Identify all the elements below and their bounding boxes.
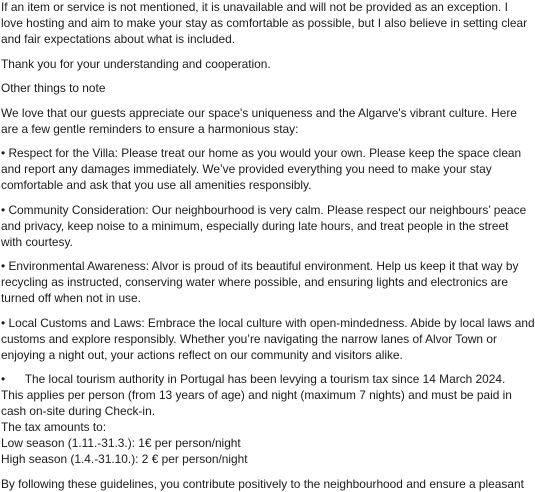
bullet-line: recycling as instructed, conserving water where possible, and ensuring lights and electronics are [1, 275, 508, 289]
bullet-local-customs [1, 315, 535, 363]
tax-line: High season (1.4.-31.10.): 2 € per person/night [1, 452, 248, 466]
bullet-line: • Community Consideration: Our neighbourhood is very calm. Please respect our neighbours’ peace [1, 202, 527, 217]
intro-line: and fair expectations about what is included. [1, 32, 235, 46]
closing-paragraph [1, 476, 524, 492]
bullet-line: • Environmental Awareness: Alvor is proud of its beautiful environment. Help us keep it that way by [1, 259, 519, 273]
bullet-community-consideration [1, 202, 527, 250]
intro-paragraph [1, 0, 528, 47]
intro-line: If an item or service is not mentioned, it is unavailable and will not be provided as an exception. I [1, 0, 508, 14]
bullet-line: • Local Customs and Laws: Embrace the local culture with open-mindedness. Abide by local laws and [1, 315, 535, 330]
bullet-line: with courtesy. [1, 234, 73, 249]
bullet-respect-villa [1, 145, 522, 193]
other-things-heading [1, 80, 449, 96]
bullet-line: and privacy, keep noise to a minimum, especially during late hours, and treat people in the street [1, 218, 509, 233]
bullet-line: turned off when not in use. [1, 291, 141, 305]
bullet-line: enjoying a night out, your actions reflect on our community and visitors alike. [1, 347, 403, 362]
tax-line: • The local tourism authority in Portugal has been levying a tourism tax since 14 March 2024. [1, 372, 506, 386]
tourism-tax-paragraph [1, 371, 512, 467]
bullet-environmental-awareness [1, 258, 519, 306]
tax-line: This applies per person (from 13 years of age) and night (maximum 7 nights) and must be paid in [1, 388, 512, 402]
welcome-paragraph [1, 105, 517, 137]
bullet-line: comfortable and ask that you use all amenities responsibly. [1, 178, 312, 192]
bullet-line: and report any damages immediately. We’ve provided everything you need to make your stay [1, 162, 492, 176]
intro-line: love hosting and aim to make your stay as comfortable as possible, but I also believe in setting clear [1, 16, 528, 30]
tax-line: Low season (1.11.-31.3.): 1€ per person/night [1, 436, 241, 450]
heading-line: Other things to note [1, 81, 106, 95]
closing-line: By following these guidelines, you contribute positively to the neighbourhood and ensure a pleasant [1, 476, 524, 491]
bullet-line: • Respect for the Villa: Please treat our home as you would your own. Please keep the space clean [1, 146, 522, 160]
bullet-line: customs and explore responsibly. Whether you’re navigating the narrow lanes of Alvor Town or [1, 331, 497, 346]
welcome-line: are a few gentle reminders to ensure a harmonious stay: [1, 121, 299, 136]
welcome-line: We love that our guests appreciate our space's uniqueness and the Algarve's vibrant culture. Here [1, 105, 517, 120]
tax-line: The tax amounts to: [1, 420, 107, 434]
thanks-paragraph [1, 56, 449, 72]
tax-line: cash on-site during Check-in. [1, 404, 155, 418]
thanks-line: Thank you for your understanding and cooperation. [1, 56, 271, 71]
